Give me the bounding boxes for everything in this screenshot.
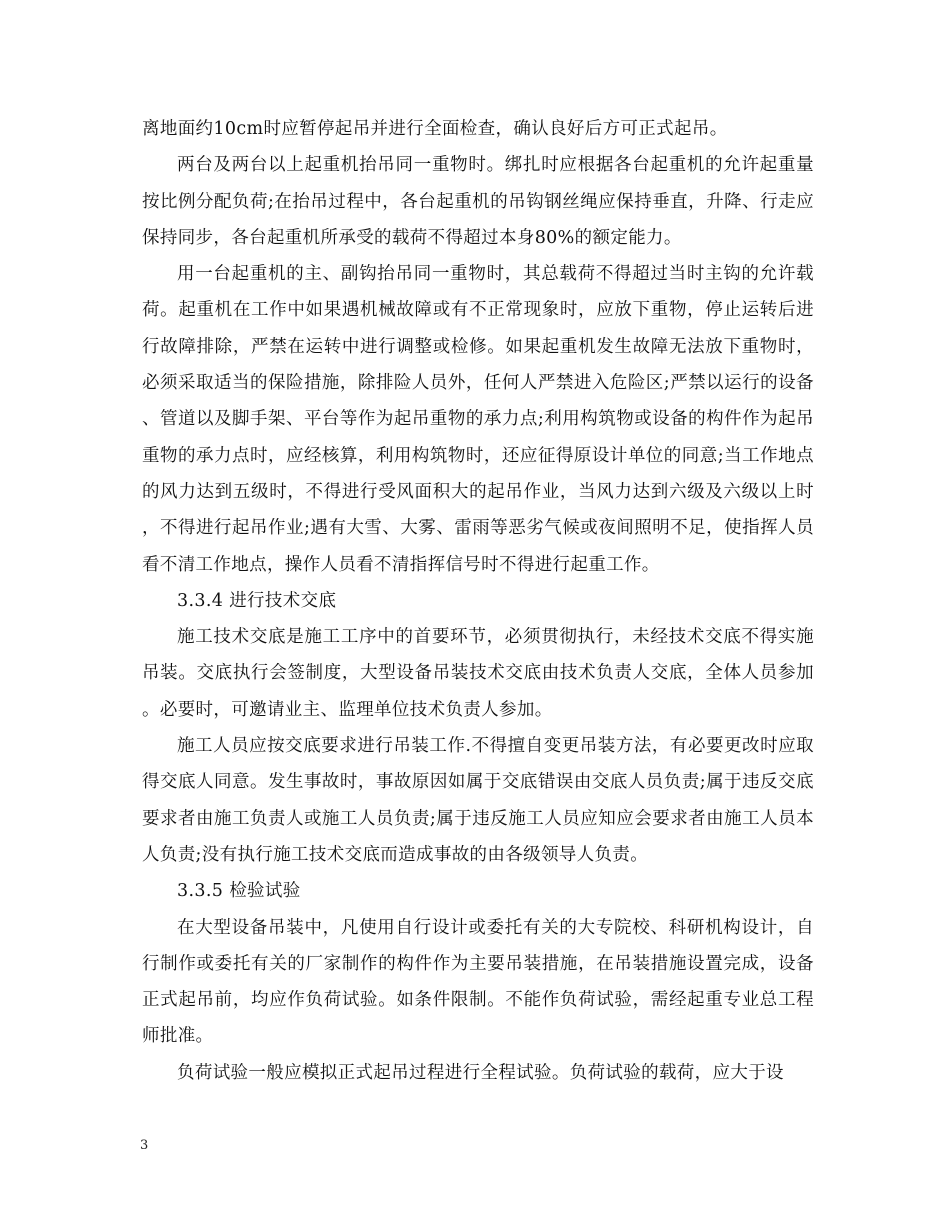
section-heading-3-3-4: 3.3.4 进行技术交底: [177, 590, 337, 611]
section-heading-3-3-5: 3.3.5 检验试验: [177, 881, 301, 902]
page-number: 3: [140, 1138, 149, 1153]
paragraph: 两台及两台以上起重机抬吊同一重物时。绑扎时应根据各台起重机的允许起重量按比例分配负荷;在抬吊过程中，各台起重机的吊钩钢丝绳应保持垂直，升降、行走应保持同步，各台起重机所承受的载荷不得超过本身80%的额定能力。: [142, 155, 814, 248]
paragraph-continuation: 离地面约10cm时应暂停起吊并进行全面检查，确认良好后方可正式起吊。: [142, 119, 728, 139]
paragraph: 在大型设备吊装中，凡使用自行设计或委托有关的大专院校、科研机构设计，自行制作或委托有关的厂家制作的构件作为主要吊装措施，在吊装措施设置完成，设备正式起吊前，均应作负荷试验。如条件限制。不能作负荷试验，需经起重专业总工程师批准。: [142, 917, 814, 1047]
paragraph: 施工技术交底是施工工序中的首要环节，必须贯彻执行，未经技术交底不得实施吊装。交底执行会签制度，大型设备吊装技术交底由技术负责人交底，全体人员参加。必要时，可邀请业主、监理单位技术负责人参加。: [142, 627, 814, 720]
paragraph: 施工人员应按交底要求进行吊装工作.不得擅自变更吊装方法，有必要更改时应取得交底人同意。发生事故时，事故原因如属于交底错误由交底人员负责;属于违反交底要求者由施工负责人或施工人员负责;属于违反施工人员应知应会要求者由施工人员本人负责;没有执行施工技术交底而造成事故的由各级领导人负责。: [142, 736, 814, 865]
paragraph: 负荷试验一般应模拟正式起吊过程进行全程试验。负荷试验的载荷，应大于设: [177, 1062, 784, 1083]
paragraph: 用一台起重机的主、副钩抬吊同一重物时，其总载荷不得超过当时主钩的允许载荷。起重机在工作中如果遇机械故障或有不正常现象时，应放下重物，停止运转后进行故障排除，严禁在运转中进行调整或检修。如果起重机发生故障无法放下重物时，必须采取适当的保险措施，除排险人员外，任何人严禁进入危险区;严禁以运行的设备、管道以及脚手架、平台等作为起吊重物的承力点;利用构筑物或设备的构件作为起吊重物的承力点时，应经核算，利用构筑物时，还应征得原设计单位的同意;当工作地点的风力达到五级时，不得进行受风面积大的起吊作业，当风力达到六级及六级以上时，不得进行起吊作业;遇有大雪、大雾、雷雨等恶劣气候或夜间照明不足，使指挥人员看不清工作地点，操作人员看不清指挥信号时不得进行起重工作。: [142, 264, 814, 575]
body-text: [142, 111, 814, 1091]
